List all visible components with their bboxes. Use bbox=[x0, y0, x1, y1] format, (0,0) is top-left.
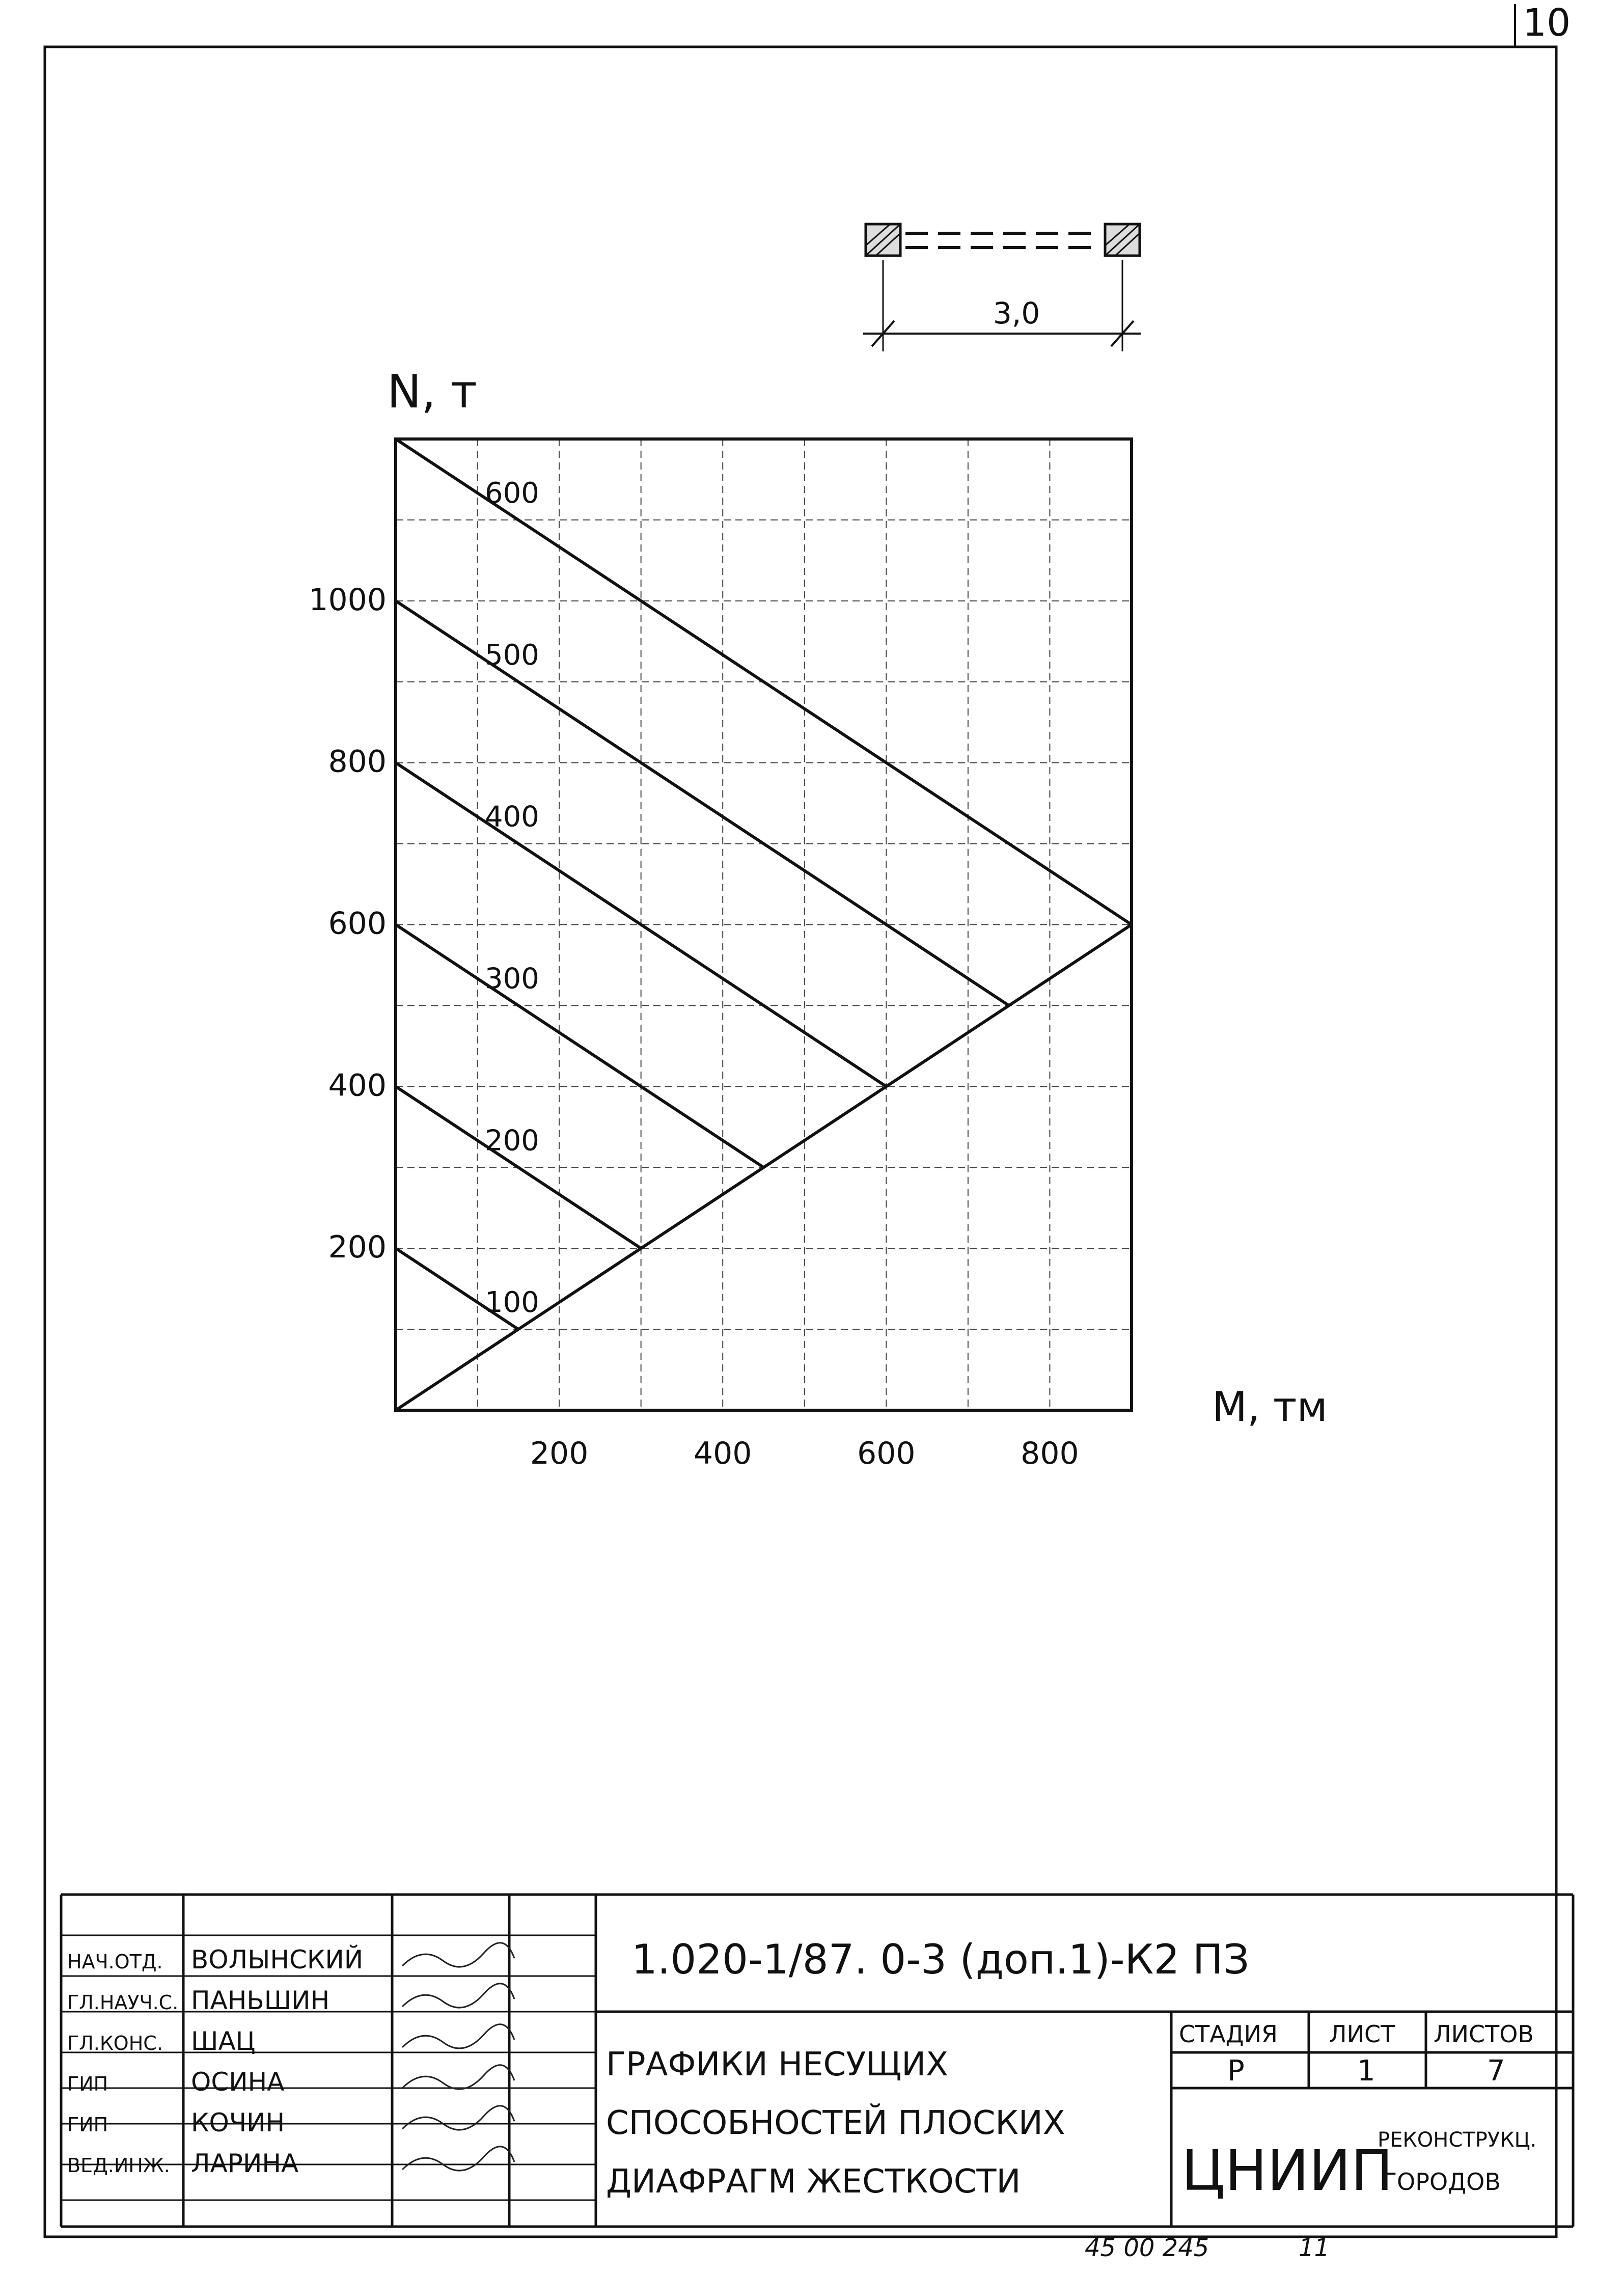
sheets-value: 7 bbox=[1487, 2054, 1505, 2088]
signature-name: ВОЛЫНСКИЙ bbox=[191, 1945, 364, 1975]
org-sub-2: ГОРОДОВ bbox=[1383, 2168, 1501, 2196]
signature-name: ПАНЬШИН bbox=[191, 1986, 330, 2015]
signature-role: НАЧ.ОТД. bbox=[67, 1951, 163, 1973]
archive-page: 11 bbox=[1299, 2234, 1330, 2262]
series-line-300 bbox=[396, 925, 764, 1168]
handwritten-signature bbox=[402, 2024, 514, 2048]
doc-code: 1.020-1/87. 0-3 (доп.1)-К2 ПЗ bbox=[631, 1936, 1250, 1983]
page-number: 10 bbox=[1523, 1, 1571, 45]
x-axis-label: M, тм bbox=[1212, 1383, 1328, 1431]
signature-name: ОСИНА bbox=[191, 2067, 285, 2097]
x-tick-label: 600 bbox=[857, 1436, 916, 1471]
series-label-600: 600 bbox=[485, 477, 539, 510]
signature-role: ГИП bbox=[67, 2114, 108, 2136]
sheet-value: 1 bbox=[1357, 2054, 1375, 2088]
org-sub-1: РЕКОНСТРУКЦ. bbox=[1378, 2128, 1537, 2152]
load-capacity-chart bbox=[309, 365, 1328, 1471]
signature-rows bbox=[67, 1943, 514, 2178]
wall-section-diagram bbox=[863, 224, 1141, 351]
archive-code: 45 00 245 bbox=[1085, 2234, 1209, 2262]
signature-role: ГЛ.НАУЧ.С. bbox=[67, 1991, 179, 2014]
handwritten-signature bbox=[402, 2106, 514, 2130]
y-tick-label: 1000 bbox=[309, 582, 387, 618]
stage-header: СТАДИЯ bbox=[1179, 2020, 1278, 2048]
chart-grid bbox=[396, 439, 1132, 1410]
series-label-500: 500 bbox=[485, 638, 539, 672]
title-line-3: ДИАФРАГМ ЖЕСТКОСТИ bbox=[606, 2163, 1021, 2201]
x-tick-label: 800 bbox=[1021, 1436, 1079, 1471]
x-tick-label: 200 bbox=[530, 1436, 589, 1471]
y-axis-label: N, т bbox=[387, 365, 477, 419]
y-tick-label: 200 bbox=[328, 1229, 387, 1266]
handwritten-signature bbox=[402, 2147, 514, 2171]
title-line-2: СПОСОБНОСТЕЙ ПЛОСКИХ bbox=[606, 2104, 1065, 2142]
handwritten-signature bbox=[402, 1943, 514, 1967]
signature-name: ШАЦ bbox=[191, 2026, 256, 2056]
y-tick-label: 600 bbox=[328, 906, 387, 942]
handwritten-signature bbox=[402, 1984, 514, 2008]
x-tick-label: 400 bbox=[693, 1436, 752, 1471]
y-tick-label: 800 bbox=[328, 744, 387, 780]
signature-role: ГИП bbox=[67, 2073, 108, 2095]
series-label-100: 100 bbox=[485, 1286, 539, 1320]
signature-name: ЛАРИНА bbox=[191, 2149, 299, 2178]
org-main: ЦНИИП bbox=[1181, 2138, 1393, 2203]
chart-ticks bbox=[309, 582, 1079, 1471]
handwritten-signature bbox=[402, 2065, 514, 2089]
title-block bbox=[61, 1895, 1573, 2227]
y-tick-label: 400 bbox=[328, 1067, 387, 1104]
series-label-300: 300 bbox=[485, 962, 539, 996]
series-label-200: 200 bbox=[485, 1124, 539, 1158]
signature-name: КОЧИН bbox=[191, 2108, 285, 2137]
signature-role: ГЛ.КОНС. bbox=[67, 2032, 163, 2054]
series-label-400: 400 bbox=[485, 800, 539, 834]
sheet-header: ЛИСТ bbox=[1329, 2020, 1395, 2048]
signature-role: ВЕД.ИНЖ. bbox=[67, 2154, 170, 2177]
title-line-1: ГРАФИКИ НЕСУЩИХ bbox=[606, 2046, 948, 2083]
sheets-header: ЛИСТОВ bbox=[1434, 2020, 1534, 2048]
stage-value: Р bbox=[1227, 2054, 1245, 2088]
span-label: 3,0 bbox=[993, 296, 1040, 331]
